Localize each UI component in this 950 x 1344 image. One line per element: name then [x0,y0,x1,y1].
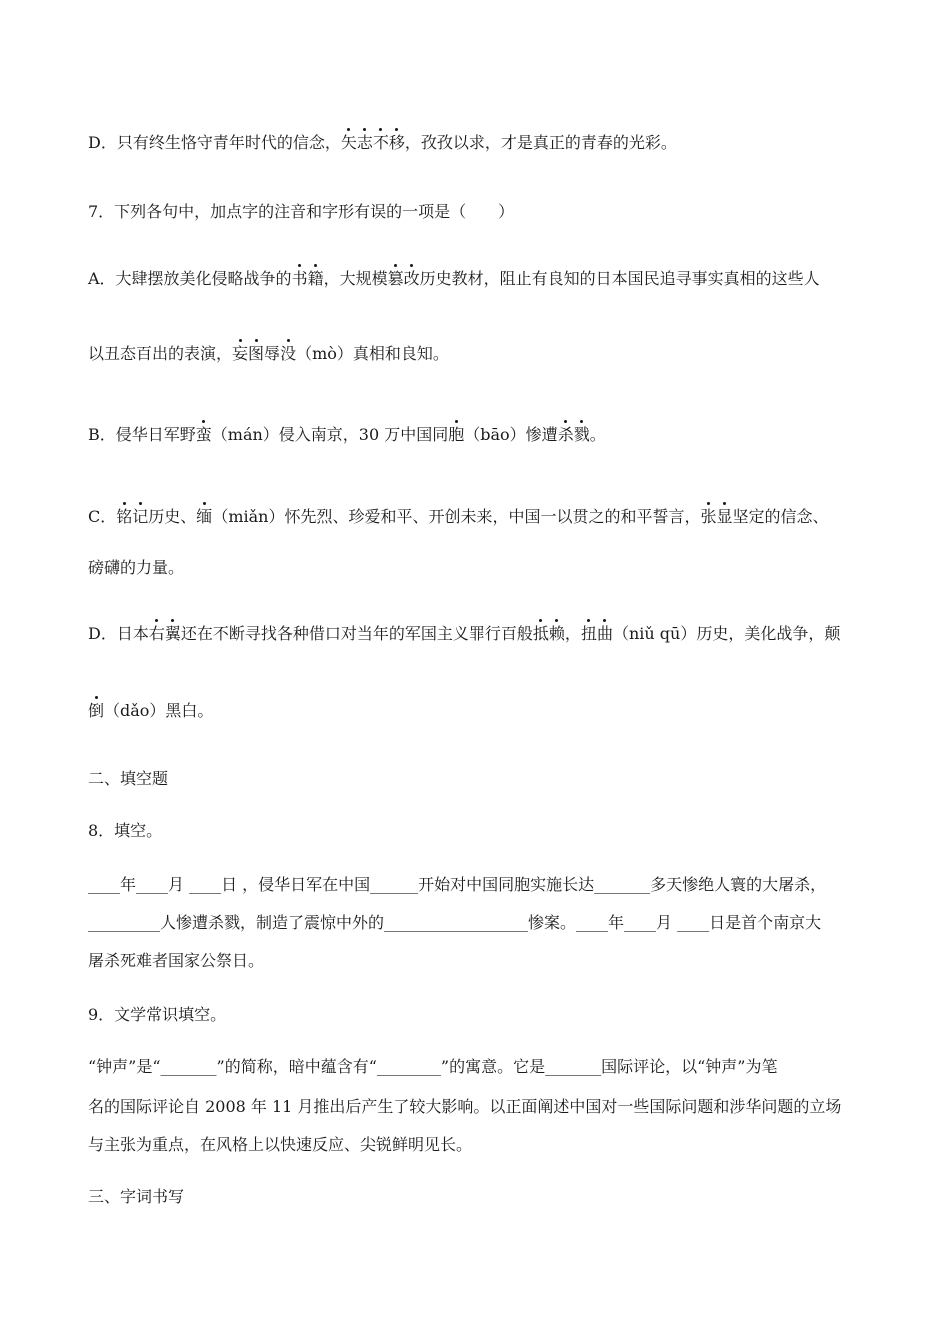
emphasized-char: 缅 [196,507,213,526]
emphasized-char: 翼 [164,624,181,643]
q8-line1: ____年____月 ____日 ，侵华日军在中国______开始对中国同胞实施长达_______多天惨绝人寰的大屠杀， [88,875,827,894]
emphasized-char: 改 [403,269,420,288]
q9-line3: 与主张为重点，在风格上以快速反应、尖锐鲜明见长。 [88,1135,473,1154]
emphasized-char: 张 [700,507,717,526]
emphasized-char: 曲 [596,624,613,643]
emphasized-char: 志 [356,133,373,152]
q8-line3: 屠杀死难者国家公祭日。 [88,951,265,970]
emphasized-char: 妄 [232,344,249,363]
q7-option-d-line2: 倒（dǎo）黑白。 [88,701,214,720]
q6-option-d: D．只有终生恪守青年时代的信念，矢志不移，孜孜以求，才是真正的青春的光彩。 [88,133,677,152]
q9-stem: 9．文学常识填空。 [88,1005,227,1024]
emphasized-char: 蛮 [195,425,212,444]
emphasized-char: 胞 [448,425,465,444]
emphasized-char: 扭 [580,624,597,643]
emphasized-char: 赖 [548,624,565,643]
emphasized-char: 右 [148,624,165,643]
emphasized-char: 不 [372,133,389,152]
q7-option-b: B．侵华日军野蛮（mán）侵入南京，30 万中国同胞（bāo）惨遭杀戮。 [88,425,606,444]
emphasized-char: 戮 [573,425,590,444]
q8-line2: _________人惨遭杀戮，制造了震惊中外的__________________惨案。____年____月 ____日是首个南京大 [88,913,822,932]
emphasized-char: 显 [716,507,733,526]
q7-option-c-line1: C．铭记历史、缅（miǎn）怀先烈、珍爱和平、开创未来，中国一以贯之的和平誓言，张显坚定的信念、 [88,507,829,526]
emphasized-char: 没 [280,344,297,363]
q8-stem: 8．填空。 [88,821,163,840]
emphasized-char: 书 [291,269,308,288]
emphasized-char: 倒 [88,701,105,720]
emphasized-char: 矢 [340,133,357,152]
q7-stem: 7．下列各句中，加点字的注音和字形有误的一项是（ ） [88,202,515,221]
emphasized-char: 铭 [116,507,133,526]
emphasized-char: 杀 [557,425,574,444]
emphasized-char: 籍 [307,269,324,288]
emphasized-char: 篡 [387,269,404,288]
q7-option-d-line1: D．日本右翼还在不断寻找各种借口对当年的军国主义罪行百般抵赖，扭曲（niǔ qū）历史，美化战争，颠 [88,624,841,643]
q9-line2: 名的国际评论自 2008 年 11 月推出后产生了较大影响。以正面阐述中国对一些国际问题和涉华问题的立场 [88,1097,842,1116]
q9-line1: “钟声”是“_______”的简称，暗中蕴含有“________”的寓意。它是_______国际评论，以“钟声”为笔 [88,1057,778,1076]
q7-option-a-line1: A．大肆摆放美化侵略战争的书籍，大规模篡改历史教材，阻止有良知的日本国民追寻事实真相的这些人 [88,269,820,288]
emphasized-char: 记 [132,507,149,526]
q7-option-c-line2: 磅礴的力量。 [88,558,185,577]
section-heading-fill-in: 二、填空题 [88,769,169,788]
emphasized-char: 移 [388,133,405,152]
emphasized-char: 图 [248,344,265,363]
section-heading-word-writing: 三、字词书写 [88,1187,185,1206]
emphasized-char: 抵 [532,624,549,643]
q7-option-a-line2: 以丑态百出的表演，妄图辱没（mò）真相和良知。 [88,344,449,363]
